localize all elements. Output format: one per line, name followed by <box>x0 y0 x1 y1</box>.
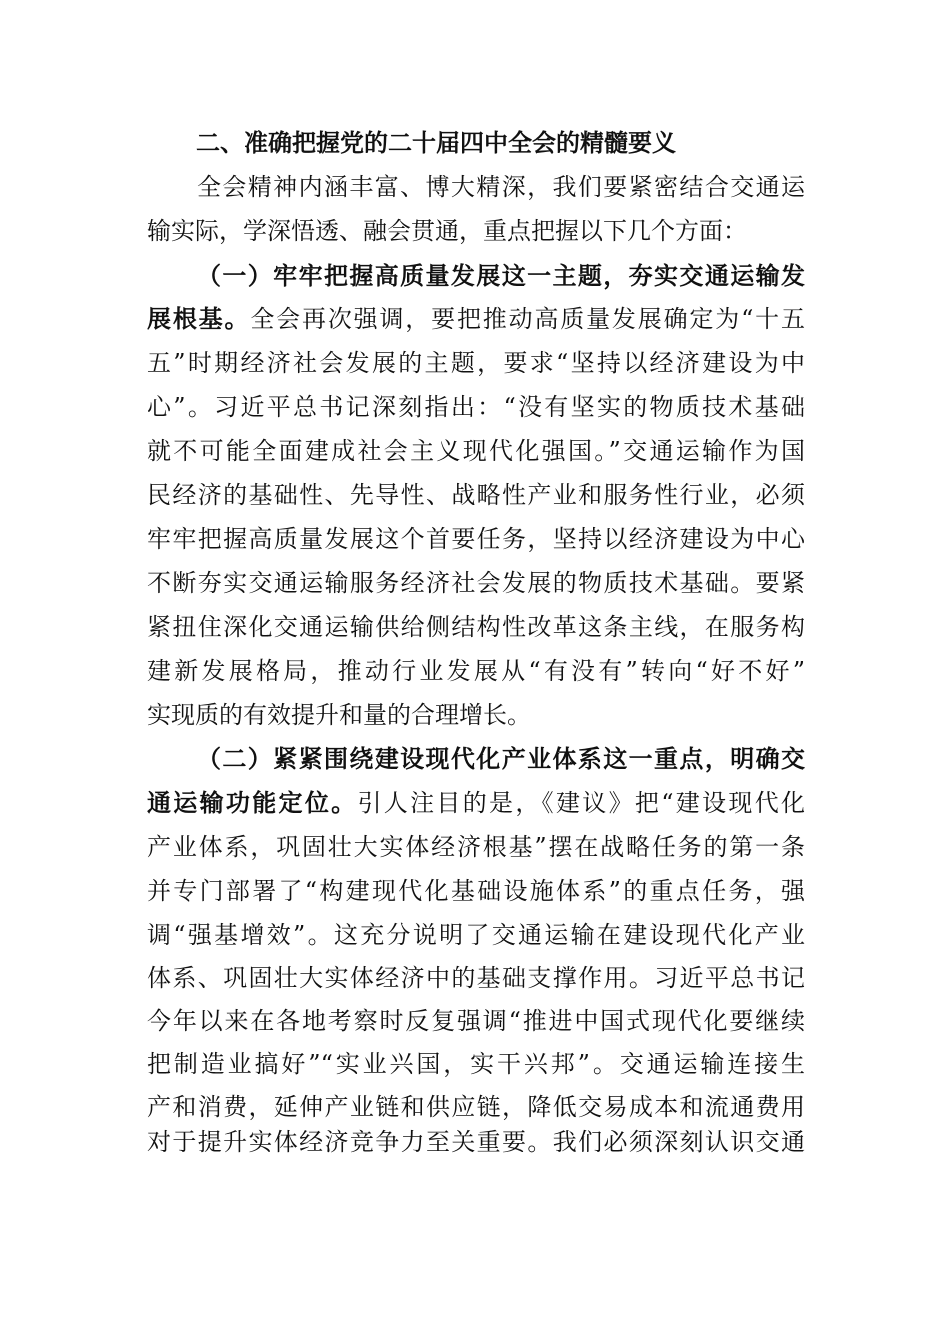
subsection-heading-2: （二）紧紧围绕建设现代化产业体系这一重点，明确交 <box>197 744 805 773</box>
paragraph-line: 建新发展格局，推动行业发展从“有没有”转向“好不好” <box>147 657 805 685</box>
paragraph-line: 心”。习近平总书记深刻指出：“没有坚实的物质技术基础 <box>147 393 805 421</box>
paragraph-line: 就不可能全面建成社会主义现代化强国。”交通运输作为国 <box>147 437 805 465</box>
paragraph-line: 今年以来在各地考察时反复强调“推进中国式现代化要继续 <box>147 1007 805 1035</box>
paragraph-line: 输实际，学深悟透、融会贯通，重点把握以下几个方面： <box>147 217 747 245</box>
section-heading: 二、准确把握党的二十届四中全会的精髓要义 <box>196 129 676 157</box>
paragraph-line: 紧扭住深化交通运输供给侧结构性改革这条主线，在服务构 <box>147 613 805 641</box>
paragraph-line: 全会精神内涵丰富、博大精深，我们要紧密结合交通运 <box>197 173 805 201</box>
paragraph-text: 引人注目的是，《建议》把“建设现代化 <box>357 789 806 817</box>
paragraph-text: 全会再次强调，要把推动高质量发展确定为“十五 <box>250 305 805 333</box>
paragraph-line: 产和消费，延伸产业链和供应链，降低交易成本和流通费用 <box>147 1093 805 1121</box>
paragraph-line: 产业体系，巩固壮大实体经济根基”摆在战略任务的第一条 <box>147 833 805 861</box>
subsection-heading-2-end: 通运输功能定位。 <box>147 788 358 817</box>
paragraph-line: 不断夯实交通运输服务经济社会发展的物质技术基础。要紧 <box>147 569 805 597</box>
paragraph-line: 牢牢把握高质量发展这个首要任务，坚持以经济建设为中心 <box>147 525 805 553</box>
subsection-heading-1-end: 展根基。 <box>147 304 251 333</box>
paragraph-line: 并专门部署了“构建现代化基础设施体系”的重点任务，强 <box>147 877 805 905</box>
subsection-heading-1: （一）牢牢把握高质量发展这一主题，夯实交通运输发 <box>197 261 805 290</box>
paragraph-line: 调“强基增效”。这充分说明了交通运输在建设现代化产业 <box>147 921 805 949</box>
paragraph-line: 民经济的基础性、先导性、战略性产业和服务性行业，必须 <box>147 481 805 509</box>
paragraph-line: 实现质的有效提升和量的合理增长。 <box>147 701 531 729</box>
paragraph-line: 体系、巩固壮大实体经济中的基础支撑作用。习近平总书记 <box>147 964 805 992</box>
paragraph-line <box>147 304 805 334</box>
paragraph-line: 把制造业搞好”“实业兴国，实干兴邦”。交通运输连接生 <box>147 1050 805 1078</box>
paragraph-line: 对于提升实体经济竞争力至关重要。我们必须深刻认识交通 <box>147 1128 805 1156</box>
paragraph-line: 五”时期经济社会发展的主题，要求“坚持以经济建设为中 <box>147 349 805 377</box>
paragraph-line <box>147 788 805 818</box>
